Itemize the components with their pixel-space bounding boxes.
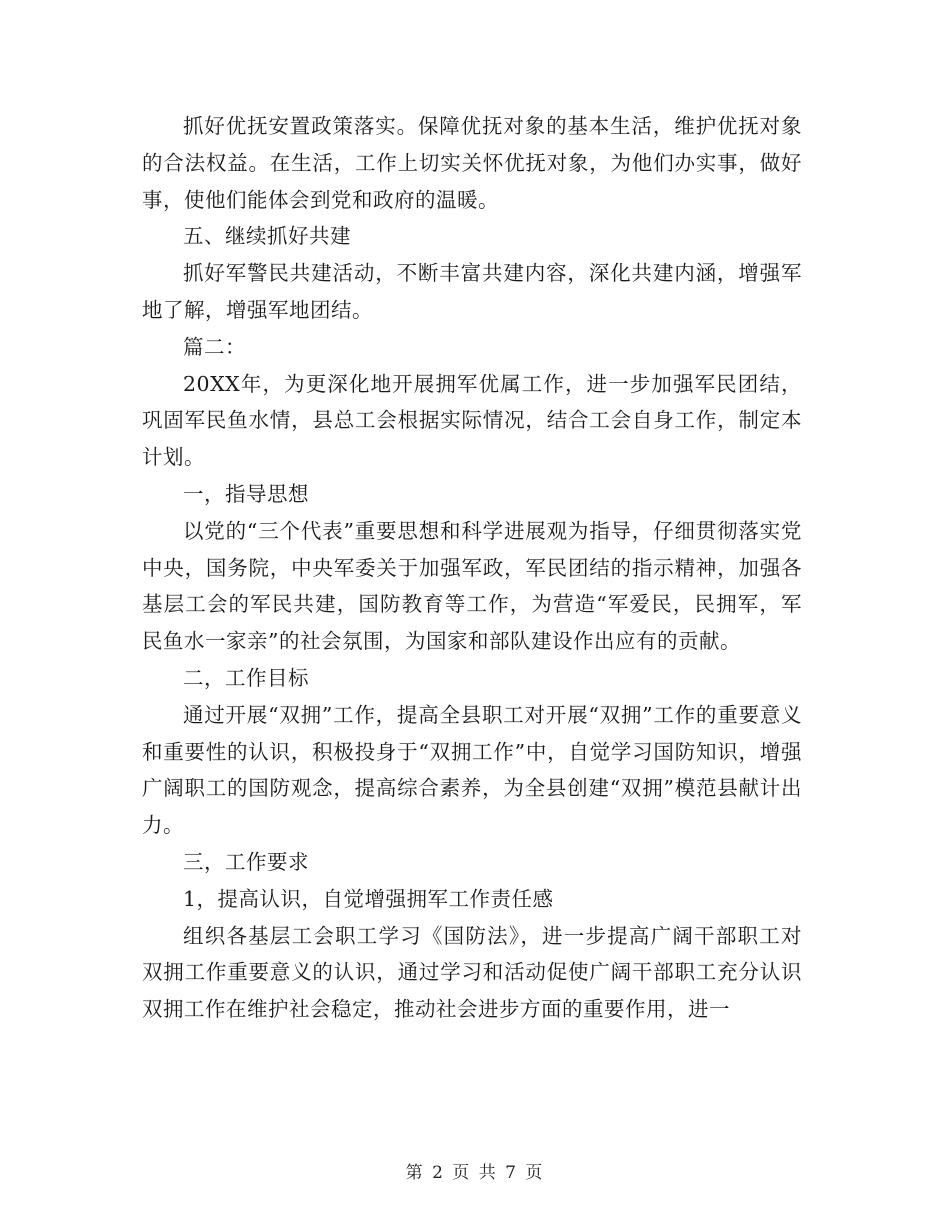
section-heading-guiding-thought: 一，指导思想 [183,481,309,506]
document-body [142,108,802,1028]
section-heading-work-goal: 二，工作目标 [183,665,309,690]
subheading-raise-awareness: 1，提高认识，自觉增强拥军工作责任感 [183,886,554,911]
paragraph-study-defense-law: 组织各基层工会职工学习《国防法》，进一步提高广阔干部职工对双拥工作重要意义的认识，通过学习和活动促使广阔干部职工充分认识双拥工作在维护社会稳定，推动社会进步方面的重要作用，进一 [142,923,802,1022]
paragraph-youfu-policy: 抓好优抚安置政策落实。保障优抚对象的基本生活，维护优抚对象的合法权益。在生活，工作上切实关怀优抚对象，为他们办实事，做好事，使他们能体会到党和政府的温暖。 [142,114,802,212]
part-two-heading: 篇二： [183,334,246,359]
paragraph-work-goal: 通过开展“双拥”工作，提高全县职工对开展“双拥”工作的重要意义和重要性的认识，积极投身于“双拥工作”中，自觉学习国防知识，增强广阔职工的国防观念，提高综合素养，为全县创建“双拥”模范县献计出力。 [142,702,802,838]
page-footer: 第 2 页 共 7 页 [405,1163,545,1183]
section-heading-work-requirements: 三，工作要求 [183,849,309,874]
paragraph-intro: 20XX年，为更深化地开展拥军优属工作，进一步加强军民团结，巩固军民鱼水情，县总工会根据实际情况，结合工会自身工作，制定本计划。 [142,371,802,470]
paragraph-guiding-thought: 以党的“三个代表”重要思想和科学进展观为指导，仔细贯彻落实党中央，国务院，中央军委关于加强军政，军民团结的指示精神，加强各基层工会的军民共建，国防教育等工作，为营造“军爱民，民拥军，军民鱼水一家亲”的社会氛围，为国家和部队建设作出应有的贡献。 [142,518,802,654]
paragraph-joint-building: 抓好军警民共建活动，不断丰富共建内容，深化共建内涵，增强军地了解，增强军地团结。 [142,261,802,322]
section-heading-five: 五、继续抓好共建 [183,224,351,249]
